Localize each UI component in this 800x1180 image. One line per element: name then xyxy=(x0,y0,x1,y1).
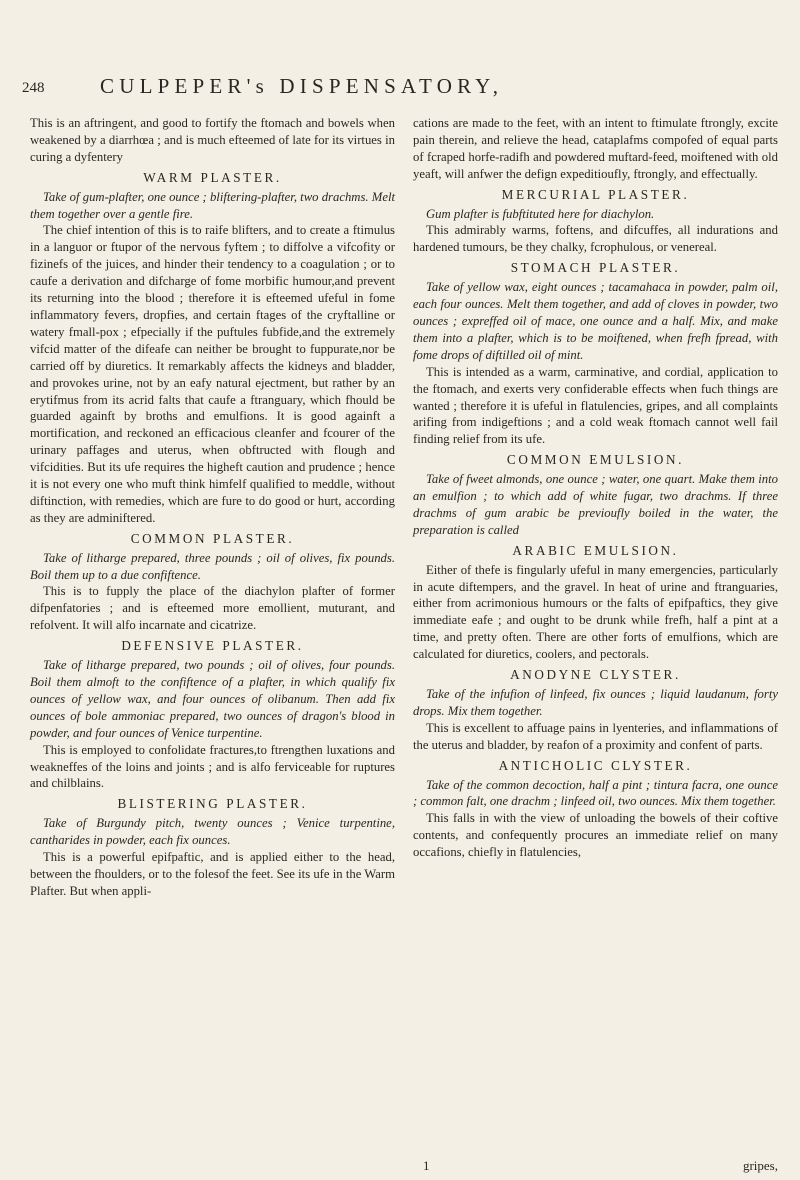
section-heading: BLISTERING PLASTER. xyxy=(117,796,308,812)
section-heading: ANODYNE CLYSTER. xyxy=(510,667,681,683)
section-heading: DEFENSIVE PLASTER. xyxy=(121,638,304,654)
recipe-paragraph: Gum plafter is fubftituted here for diachylon. xyxy=(426,206,655,221)
left-column xyxy=(30,115,395,900)
body-paragraph: This is intended as a warm, carminative, and cordial, application to the ftomach, and exerts very confiderable effects when fuch things are wanted ; therefore it is ufeful in flatulencies, gripes, and all complaints arifing from indigeftions ; and a cold weak ftomach cannot well fail finding relief from its ufe. xyxy=(413,364,778,447)
section-heading: MERCURIAL PLASTER. xyxy=(501,186,690,202)
recipe-paragraph: Take of Burgundy pitch, twenty ounces ; Venice turpentine, cantharides in powder, each fix ounces. xyxy=(30,816,395,848)
body-paragraph: cations are made to the feet, with an intent to ftimulate ftrongly, excite pain therein, and relieve the head, cataplafms compofed of equal parts of fcraped horfe-radifh and powdered muftard-feed, moiftened with old yeaft, will anfwer the defign expeditioufly, ftrongly, and effectually. xyxy=(413,116,778,181)
recipe-paragraph: Take of the common decoction, half a pint ; tintura facra, one ounce ; common falt, one drachm ; linfeed oil, two ounces. Mix them together. xyxy=(413,777,778,809)
right-column xyxy=(413,115,778,861)
recipe-paragraph: Take of yellow wax, eight ounces ; tacamahaca in powder, palm oil, each four ounces. Melt them together, and add of cloves in powder, two ounces ; expreffed oil of mace, one ounce and a half. Mix, and make them into a plafter, which is to be moiftened, when frefh fpread, with fome drops of diftilled oil of mint. xyxy=(413,280,778,362)
section-heading: ARABIC EMULSION. xyxy=(512,542,679,558)
section-heading: STOMACH PLASTER. xyxy=(510,260,681,276)
section-heading: COMMON PLASTER. xyxy=(130,530,295,546)
body-paragraph: This falls in with the view of unloading the bowels of their coftive contents, and confequently procures an immediate relief on many occafions, chiefly in flatulencies, xyxy=(413,811,778,860)
running-title: CULPEPER's DISPENSATORY, xyxy=(100,74,504,98)
recipe-paragraph: Take of fweet almonds, one ounce ; water, one quart. Make them into an emulfion ; to which add of white fugar, two drachms. If three drachms of gum arabic be previoufly boiled in the water, the preparation is called xyxy=(413,472,778,537)
recipe-paragraph: Take of gum-plafter, one ounce ; bliftering-plafter, two drachms. Melt them together over a gentle fire. xyxy=(30,189,395,221)
section-heading: COMMON EMULSION. xyxy=(506,452,685,468)
signature-mark: 1 xyxy=(423,1158,430,1173)
recipe-paragraph: Take of litharge prepared, two pounds ; oil of olives, four pounds. Boil them almoft to the confiftence of a plafter, in which qualify fix ounces of yellow wax, and four ounces of olibanum. Then add fix ounces of bole ammoniac prepared, two ounces of dragon's blood in powder, and four ounces of Venice turpentine. xyxy=(30,658,395,740)
page-header xyxy=(22,74,776,100)
recipe-paragraph: Take of the infufion of linfeed, fix ounces ; liquid laudanum, forty drops. Mix them together. xyxy=(413,687,778,718)
body-paragraph: This is excellent to affuage pains in lyenteries, and inflammations of the uterus and bladder, by reafon of a proximity and confent of parts. xyxy=(413,720,778,752)
body-paragraph: This is an aftringent, and good to fortify the ftomach and bowels when weakened by a diarrhœa ; and is much efteemed of late for its virtues in curing a dyfentery xyxy=(30,116,395,164)
body-paragraph: Either of thefe is fingularly ufeful in many emergencies, particularly in acute diftempers, and the gravel. In heat of urine and ftranguaries, either from acrimonious humours or the falts of epifpaftics, they give immediate eafe ; and ought to be drunk while frefh, half a pint at a time, and pretty often. There are other forts of emulfions, which are calculated for diuretics, coolers, and pectorals. xyxy=(413,562,778,662)
body-paragraph: This is a powerful epifpaftic, and is applied either to the head, between the fhoulders, or to the folesof the feet. See its ufe in the Warm Plafter. But when appli- xyxy=(30,850,395,898)
body-paragraph: The chief intention of this is to raife blifters, and to create a ftimulus in a languor or ftupor of the nervous fyftem ; to diffolve a vifcofity or fizinefs of the juices, and hinder their tendency to a coagulation ; or to caufe a derivation and difcharge of fome morbific humour,and prevent its returning into the blood ; therefore it is efteemed ufeful in fome inflammatory fevers, dropfies, and certain ftages of the cryftalline or watery fmall-pox ; efpecially if the puftules fubfide,and the extremely vifcid matter of the difeafe can neither be brought to fuppurate,nor be carried off by diuretics. It remarkably affects the kidneys and bladder, and provokes urine, not by an eafy natural ejectment, but rather by an erytifmus from its acrid falts that caufe a ftranguary, which fhould be guarded againft by broths and emulfions. It is good againft a mortification, and reckoned an efficacious cleanfer and fcourer of the urinary paffages and uterus, when obftructed with flough and vifcidities. But its ufe requires the higheft caution and prudence ; hence it is not every one who muft think himfelf qualified to meddle, without diftinction, with remedies, which are fure to do good or hurt, according as they are adminiftered. xyxy=(30,223,395,525)
page-number: 248 xyxy=(22,80,45,96)
body-paragraph: This admirably warms, foftens, and difcuffes, all indurations and hardened tumours, be they chalky, fcrophulous, or venereal. xyxy=(413,223,778,255)
catchword: gripes, xyxy=(742,1158,778,1173)
recipe-paragraph: Take of litharge prepared, three pounds ; oil of olives, fix pounds. Boil them up to a due confiftence. xyxy=(30,550,395,582)
section-heading: WARM PLASTER. xyxy=(143,169,282,185)
section-heading: ANTICHOLIC CLYSTER. xyxy=(498,757,693,773)
body-paragraph: This is to fupply the place of the diachylon plafter of former difpenfatories ; and is efteemed more emollient, muturant, and refolvent. It will alfo incarnate and cicatrize. xyxy=(30,584,395,633)
body-paragraph: This is employed to confolidate fractures,to ftrengthen luxations and weakneffes of the loins and joints ; and is alfo ferviceable for ruptures and chilblains. xyxy=(30,742,395,791)
